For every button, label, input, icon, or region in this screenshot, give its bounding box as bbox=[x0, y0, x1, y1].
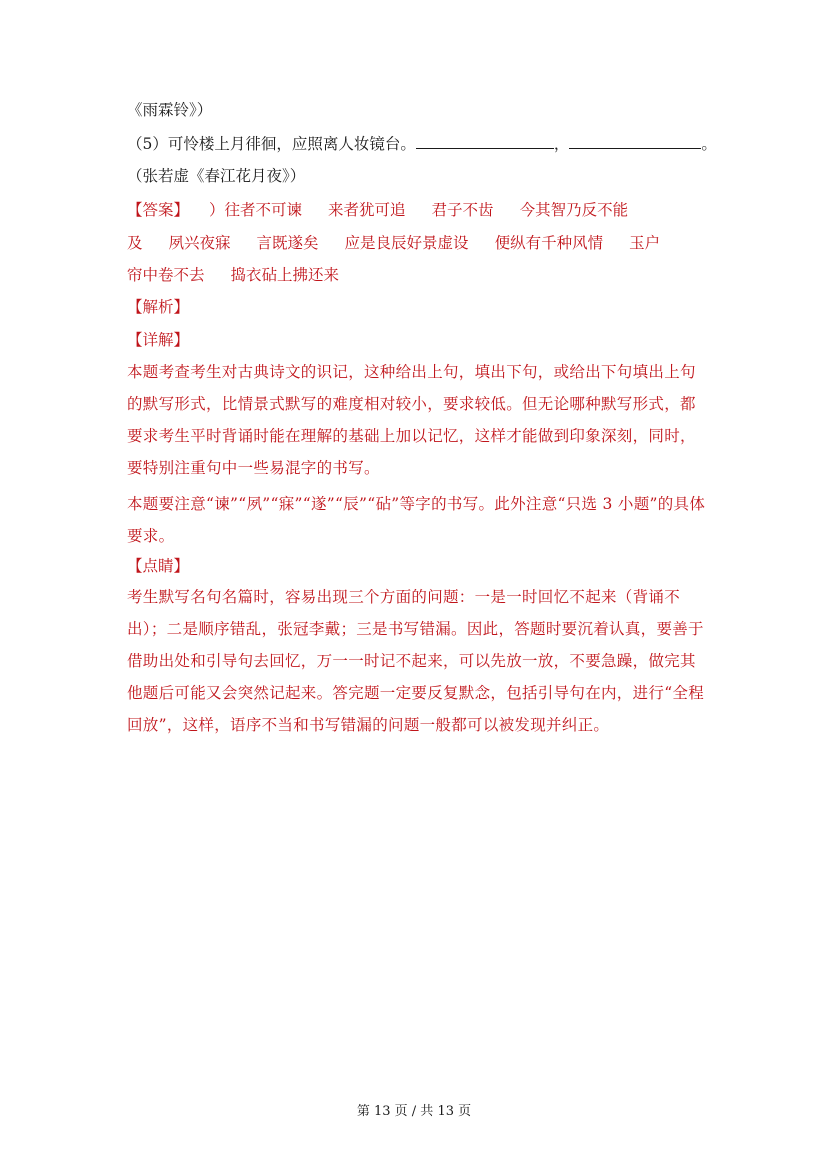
answer-blank-2[interactable] bbox=[569, 134, 701, 149]
answer-item: 玉户 bbox=[629, 234, 661, 252]
answer-row-1 bbox=[127, 200, 717, 220]
answer-item: 及 bbox=[127, 234, 143, 252]
source-line-yulinling: 《雨霖铃》） bbox=[127, 101, 213, 119]
tip-paragraph: 考生默写名句名篇时，容易出现三个方面的问题：一是一时回忆不起来（背诵不出）；二是顺序错乱，张冠李戴；三是书写错漏。因此，答题时要沉着认真，要善于借助出处和引导句去回忆，万一一时记不起来，可以先放一放，不要急躁，做完其他题后可能又会突然记起来。答完题一定要反复默念，包括引导句在内，进行“全程回放”，这样，语序不当和书写错漏的问题一般都可以被发现并纠正。 bbox=[127, 588, 705, 734]
answer-item: 君子不齿 bbox=[431, 201, 494, 219]
answer-item: 应是良辰好景虚设 bbox=[344, 234, 469, 252]
answer-item: 言既遂矣 bbox=[256, 234, 319, 252]
analysis-label: 【解析】 bbox=[127, 298, 190, 316]
detail-paragraph-2: 本题要注意“谏”“夙”“寐”“遂”“辰”“砧”等字的书写。此外注意“只选 3 小题”的具体要求。 bbox=[127, 495, 706, 545]
blank-period: 。 bbox=[701, 135, 717, 153]
question-5-prompt: （5）可怜楼上月徘徊，应照离人妆镜台。 bbox=[127, 135, 416, 153]
answer-blank-1[interactable] bbox=[416, 134, 554, 149]
tip-label: 【点睛】 bbox=[127, 557, 190, 575]
answer-item: 捣衣砧上拂还来 bbox=[230, 266, 340, 284]
answer-row-2 bbox=[127, 233, 717, 253]
answer-item: 便纵有千种风情 bbox=[494, 234, 604, 252]
answer-label: 【答案】 bbox=[127, 201, 190, 219]
answer-item: ）往者不可谏 bbox=[209, 201, 303, 219]
answer-item: 来者犹可追 bbox=[328, 201, 406, 219]
page-footer: 第 13 页 / 共 13 页 bbox=[356, 1104, 472, 1119]
answer-item: 夙兴夜寐 bbox=[168, 234, 231, 252]
question-5-line bbox=[127, 134, 717, 154]
detail-label: 【详解】 bbox=[127, 331, 190, 349]
answer-row-3 bbox=[127, 265, 717, 285]
source-line-chunjiang: （张若虚《春江花月夜》） bbox=[127, 167, 306, 185]
answer-item: 帘中卷不去 bbox=[127, 266, 205, 284]
answer-item: 今其智乃反不能 bbox=[519, 201, 629, 219]
detail-paragraph-1: 本题考查考生对古典诗文的识记，这种给出上句，填出下句，或给出下句填出上句的默写形式，比情景式默写的难度相对较小，要求较低。但无论哪种默写形式，都要求考生平时背诵时能在理解的基础上加以记忆，这样才能做到印象深刻，同时，要特别注重句中一些易混字的书写。 bbox=[127, 363, 696, 477]
blank-comma: ， bbox=[553, 135, 570, 153]
